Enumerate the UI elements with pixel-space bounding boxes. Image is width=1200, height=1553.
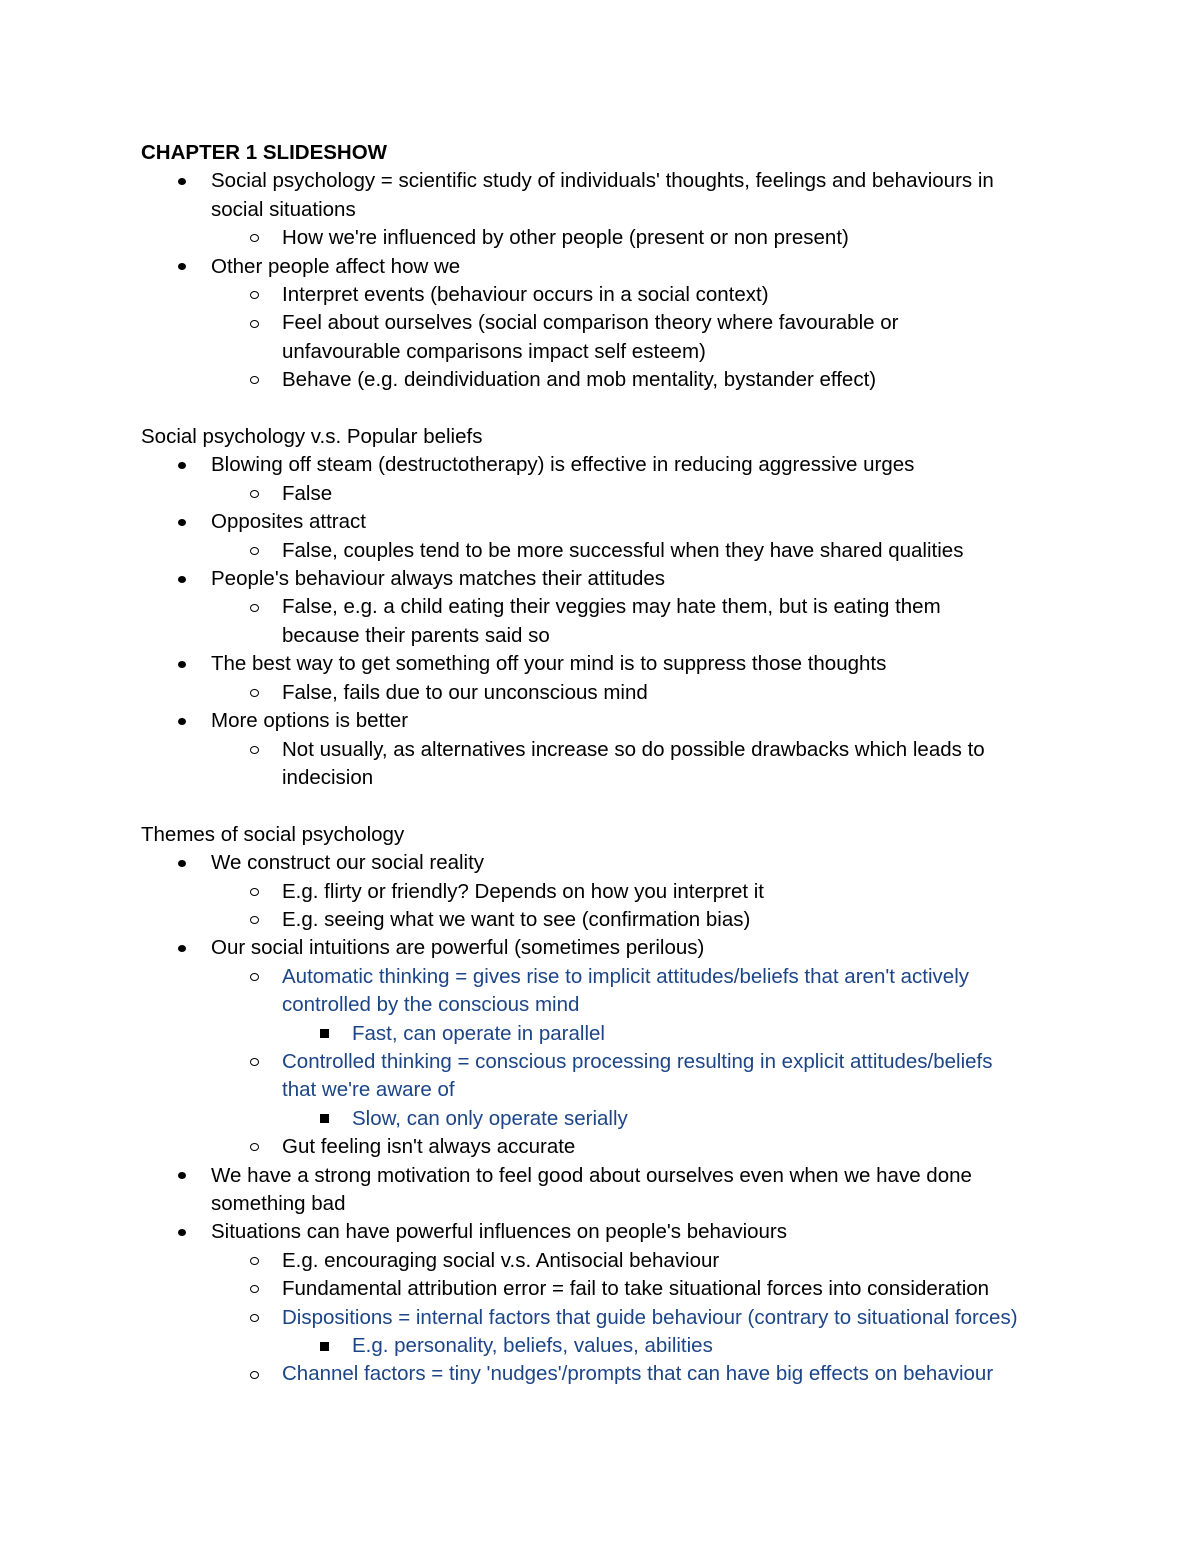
- bullet-item: [141, 707, 1071, 735]
- sub-bullet-item: [141, 1048, 1071, 1076]
- bullet-item: [141, 253, 1071, 281]
- sub-bullet-item: [141, 593, 1071, 621]
- bullet-dot-icon: [175, 565, 189, 593]
- sub-bullet-item: [141, 480, 1071, 508]
- bullet-item: [141, 934, 1071, 962]
- bullet-ring-icon: [247, 1275, 261, 1303]
- bullet-text: E.g. seeing what we want to see (confirmation bias): [282, 907, 751, 931]
- bullet-continuation: something bad: [211, 1192, 346, 1215]
- section-title: Social psychology v.s. Popular beliefs: [141, 425, 483, 449]
- bullet-item: [141, 508, 1071, 536]
- bullet-ring-icon: [247, 309, 261, 337]
- bullet-dot-icon: [175, 1218, 189, 1246]
- bullet-ring-icon: [247, 281, 261, 309]
- bullet-text: Feel about ourselves (social comparison theory where favourable or: [282, 311, 899, 335]
- bullet-text: Opposites attract: [211, 510, 366, 534]
- sub-bullet-item: [141, 1275, 1071, 1303]
- bullet-dot-icon: [175, 253, 189, 281]
- bullet-ring-icon: [247, 679, 261, 707]
- bullet-dot-icon: [175, 451, 189, 479]
- bullet-text: Other people affect how we: [211, 254, 461, 278]
- bullet-ring-icon: [247, 1360, 261, 1388]
- bullet-item: [141, 565, 1071, 593]
- bullet-dot-icon: [175, 167, 189, 195]
- sub-bullet-item: [141, 1304, 1071, 1332]
- bullet-ring-icon: [247, 1048, 261, 1076]
- bullet-ring-icon: [247, 224, 261, 252]
- bullet-continuation: controlled by the conscious mind: [282, 993, 580, 1017]
- sub-bullet-item: [141, 366, 1071, 394]
- bullet-ring-icon: [247, 1247, 261, 1275]
- bullet-square-icon: [317, 1105, 331, 1133]
- bullet-item: [141, 167, 1071, 195]
- bullet-continuation: social situations: [211, 197, 356, 221]
- bullet-text: Controlled thinking = conscious processing resulting in explicit attitudes/beliefs: [282, 1049, 993, 1073]
- bullet-ring-icon: [247, 480, 261, 508]
- sub-sub-bullet-item: [141, 1020, 1071, 1048]
- document-page: [141, 139, 1071, 1389]
- bullet-text: Automatic thinking = gives rise to implicit attitudes/beliefs that aren't actively: [282, 964, 970, 988]
- bullet-text: People's behaviour always matches their attitudes: [211, 567, 666, 591]
- sub-bullet-item: [141, 309, 1071, 337]
- bullet-square-icon: [317, 1332, 331, 1360]
- bullet-text: Not usually, as alternatives increase so do possible drawbacks which leads to: [282, 737, 985, 761]
- sub-bullet-item: [141, 906, 1071, 934]
- bullet-text: The best way to get something off your mind is to suppress those thoughts: [211, 652, 887, 676]
- bullet-ring-icon: [247, 1133, 261, 1161]
- bullet-text: Fast, can operate in parallel: [352, 1021, 605, 1045]
- bullet-text: False, fails due to our unconscious mind: [282, 680, 648, 704]
- bullet-item: [141, 1162, 1071, 1190]
- bullet-dot-icon: [175, 849, 189, 877]
- sub-bullet-item: [141, 736, 1071, 764]
- bullet-text: Slow, can only operate serially: [352, 1106, 628, 1130]
- bullet-ring-icon: [247, 593, 261, 621]
- bullet-text: Channel factors = tiny 'nudges'/prompts that can have big effects on behaviour: [282, 1362, 994, 1386]
- bullet-dot-icon: [175, 650, 189, 678]
- bullet-ring-icon: [247, 366, 261, 394]
- bullet-ring-icon: [247, 537, 261, 565]
- sub-sub-bullet-item: [141, 1105, 1071, 1133]
- bullet-ring-icon: [247, 906, 261, 934]
- bullet-ring-icon: [247, 878, 261, 906]
- bullet-continuation: that we're aware of: [282, 1078, 455, 1102]
- bullet-text: False, couples tend to be more successful when they have shared qualities: [282, 538, 964, 562]
- bullet-text: Situations can have powerful influences on people's behaviours: [211, 1220, 788, 1244]
- bullet-dot-icon: [175, 707, 189, 735]
- bullet-text: We have a strong motivation to feel good about ourselves even when we have done: [211, 1163, 972, 1187]
- bullet-text: E.g. personality, beliefs, values, abilities: [352, 1334, 713, 1358]
- bullet-text: Behave (e.g. deindividuation and mob mentality, bystander effect): [282, 368, 877, 392]
- bullet-text: More options is better: [211, 709, 409, 733]
- bullet-text: Interpret events (behaviour occurs in a social context): [282, 283, 769, 307]
- bullet-ring-icon: [247, 963, 261, 991]
- bullet-text: How we're influenced by other people (present or non present): [282, 226, 849, 250]
- bullet-text: False: [282, 481, 333, 505]
- bullet-item: [141, 451, 1071, 479]
- sub-sub-bullet-item: [141, 1332, 1071, 1360]
- bullet-dot-icon: [175, 934, 189, 962]
- bullet-text: Gut feeling isn't always accurate: [282, 1135, 576, 1159]
- bullet-text: Fundamental attribution error = fail to take situational forces into consideration: [282, 1277, 990, 1301]
- bullet-continuation: indecision: [282, 765, 374, 789]
- sub-bullet-item: [141, 537, 1071, 565]
- bullet-item: [141, 1218, 1071, 1246]
- chapter-heading: CHAPTER 1 SLIDESHOW: [141, 141, 388, 164]
- sub-bullet-item: [141, 1247, 1071, 1275]
- bullet-continuation: because their parents said so: [282, 623, 550, 647]
- bullet-item: [141, 650, 1071, 678]
- bullet-text: We construct our social reality: [211, 851, 485, 875]
- bullet-item: [141, 849, 1071, 877]
- bullet-text: Dispositions = internal factors that guide behaviour (contrary to situational forces): [282, 1305, 1018, 1329]
- bullet-text: Social psychology = scientific study of individuals' thoughts, feelings and behaviours in: [211, 169, 994, 193]
- sub-bullet-item: [141, 224, 1071, 252]
- bullet-dot-icon: [175, 508, 189, 536]
- bullet-ring-icon: [247, 1304, 261, 1332]
- sub-bullet-item: [141, 1133, 1071, 1161]
- sub-bullet-item: [141, 679, 1071, 707]
- sub-bullet-item: [141, 281, 1071, 309]
- sub-bullet-item: [141, 963, 1071, 991]
- bullet-dot-icon: [175, 1162, 189, 1190]
- bullet-square-icon: [317, 1020, 331, 1048]
- section-title: Themes of social psychology: [141, 822, 405, 846]
- sub-bullet-item: [141, 1360, 1071, 1388]
- bullet-text: E.g. encouraging social v.s. Antisocial behaviour: [282, 1248, 720, 1272]
- sub-bullet-item: [141, 878, 1071, 906]
- bullet-text: E.g. flirty or friendly? Depends on how you interpret it: [282, 879, 764, 903]
- bullet-continuation: unfavourable comparisons impact self esteem): [282, 339, 706, 363]
- bullet-ring-icon: [247, 736, 261, 764]
- bullet-text: False, e.g. a child eating their veggies may hate them, but is eating them: [282, 595, 941, 619]
- bullet-text: Our social intuitions are powerful (sometimes perilous): [211, 936, 705, 960]
- bullet-text: Blowing off steam (destructotherapy) is effective in reducing aggressive urges: [211, 453, 915, 477]
